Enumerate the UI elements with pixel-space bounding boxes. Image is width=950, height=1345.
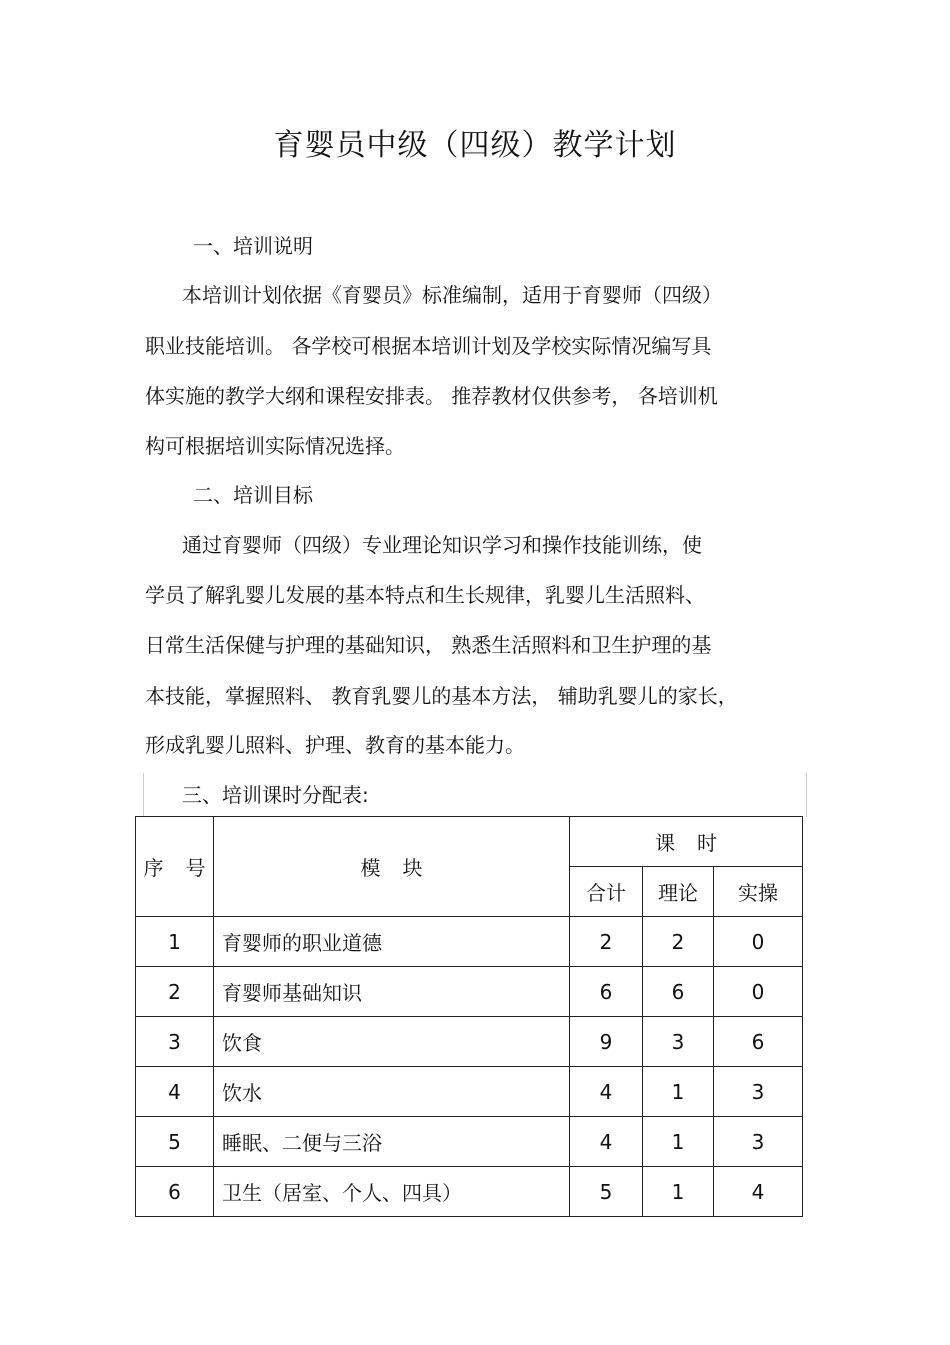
cell-total: 2 (570, 917, 643, 967)
hours-table (135, 816, 803, 1217)
paragraph-line: 日常生活保健与护理的基础知识， 熟悉生活照料和卫生护理的基 (145, 633, 712, 657)
table-header-row (136, 817, 803, 867)
table-row (136, 1017, 803, 1067)
paragraph-line: 学员了解乳婴儿发展的基本特点和生长规律，乳婴儿生活照料、 (145, 583, 705, 607)
cell-number: 1 (136, 917, 214, 967)
cell-module: 育婴师的职业道德 (214, 917, 570, 967)
cell-theory: 1 (643, 1117, 714, 1167)
cell-total: 9 (570, 1017, 643, 1067)
cell-practice: 3 (714, 1117, 803, 1167)
paragraph-line: 职业技能培训。 各学校可根据本培训计划及学校实际情况编写具 (145, 334, 712, 358)
cell-practice: 0 (714, 917, 803, 967)
cell-practice: 0 (714, 967, 803, 1017)
cell-module: 育婴师基础知识 (214, 967, 570, 1017)
header-practice: 实操 (714, 867, 803, 917)
cell-total: 6 (570, 967, 643, 1017)
cell-module: 睡眠、二便与三浴 (214, 1117, 570, 1167)
cell-theory: 2 (643, 917, 714, 967)
frame-line-left (143, 773, 144, 817)
paragraph-line: 形成乳婴儿照料、护理、教育的基本能力。 (145, 733, 525, 757)
cell-module: 卫生（居室、个人、四具） (214, 1167, 570, 1217)
header-hours: 课 时 (570, 817, 803, 867)
frame-line-right (806, 773, 807, 817)
cell-module: 饮食 (214, 1017, 570, 1067)
cell-number: 2 (136, 967, 214, 1017)
cell-practice: 4 (714, 1167, 803, 1217)
table-row (136, 1117, 803, 1167)
cell-module: 饮水 (214, 1067, 570, 1117)
cell-theory: 3 (643, 1017, 714, 1067)
cell-theory: 1 (643, 1067, 714, 1117)
paragraph-line: 通过育婴师（四级）专业理论知识学习和操作技能训练，使 (182, 533, 702, 557)
paragraph-line: 体实施的教学大纲和课程安排表。 推荐教材仅供参考， 各培训机 (145, 384, 718, 408)
section-heading-1: 一、培训说明 (193, 234, 313, 258)
cell-total: 5 (570, 1167, 643, 1217)
table-row (136, 967, 803, 1017)
header-module: 模 块 (214, 817, 570, 917)
paragraph-line: 构可根据培训实际情况选择。 (145, 434, 405, 458)
header-number: 序 号 (136, 817, 214, 917)
cell-total: 4 (570, 1067, 643, 1117)
cell-number: 6 (136, 1167, 214, 1217)
paragraph-line: 本技能，掌握照料、 教育乳婴儿的基本方法， 辅助乳婴儿的家长， (145, 684, 738, 708)
section-heading-3: 三、培训课时分配表: (182, 783, 369, 807)
table-row (136, 1167, 803, 1217)
section-heading-2: 二、培训目标 (193, 483, 313, 507)
cell-number: 5 (136, 1117, 214, 1167)
header-total: 合计 (570, 867, 643, 917)
table-row (136, 1067, 803, 1117)
cell-practice: 3 (714, 1067, 803, 1117)
page-title: 育婴员中级（四级）教学计划 (273, 128, 677, 163)
cell-theory: 1 (643, 1167, 714, 1217)
cell-total: 4 (570, 1117, 643, 1167)
header-theory: 理论 (643, 867, 714, 917)
paragraph-line: 本培训计划依据《育婴员》标准编制，适用于育婴师（四级） (182, 283, 722, 307)
cell-practice: 6 (714, 1017, 803, 1067)
cell-theory: 6 (643, 967, 714, 1017)
table-row (136, 917, 803, 967)
cell-number: 4 (136, 1067, 214, 1117)
cell-number: 3 (136, 1017, 214, 1067)
